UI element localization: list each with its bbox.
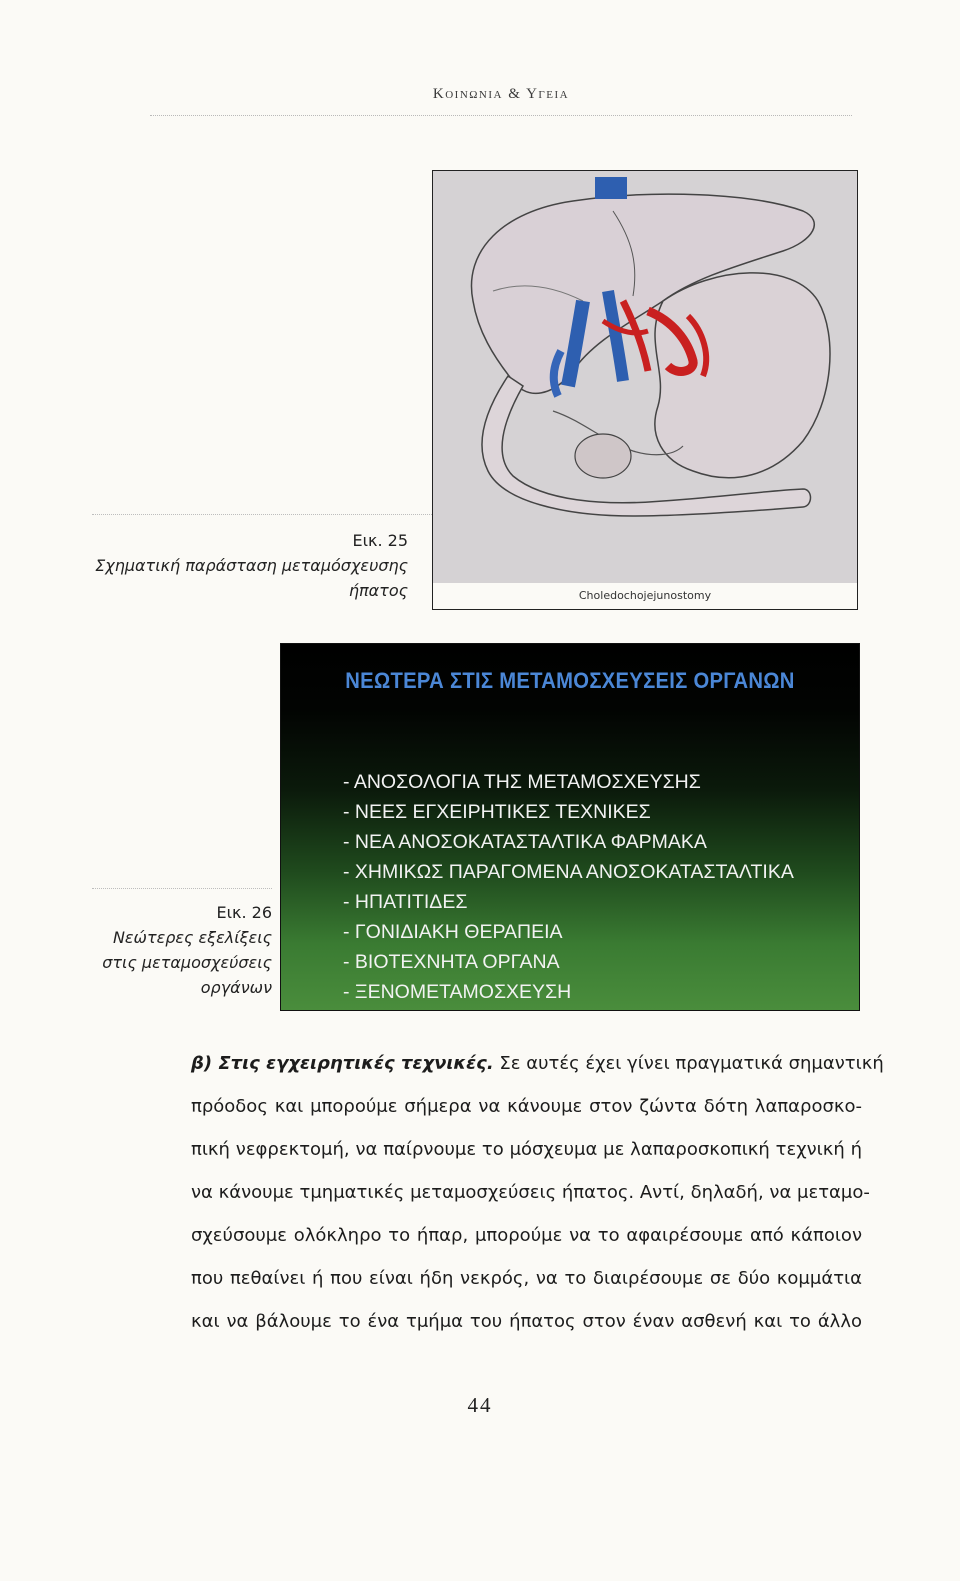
section-lead: β) Στις εγχειρητικές τεχνικές. bbox=[191, 1053, 494, 1074]
body-paragraph bbox=[191, 1042, 884, 1343]
slide-item: - ΝΕΕΣ ΕΓΧΕΙΡΗΤΙΚΕΣ ΤΕΧΝΙΚΕΣ bbox=[343, 801, 651, 823]
slide-item: - ΑΝΟΣΟΛΟΓΙΑ ΤΗΣ ΜΕΤΑΜΟΣΧΕΥΣΗΣ bbox=[343, 771, 701, 793]
figure-25-image-label: Choledochojejunostomy bbox=[433, 583, 857, 609]
caption-divider-26 bbox=[92, 888, 272, 889]
slide-item: - ΗΠΑΤΙΤΙΔΕΣ bbox=[343, 891, 468, 913]
liver-transplant-illustration bbox=[432, 170, 858, 610]
slide-item: - ΝΕΑ ΑΝΟΣΟΚΑΤΑΣΤΑΛΤΙΚΑ ΦΑΡΜΑΚΑ bbox=[343, 831, 707, 853]
caption-divider-25 bbox=[92, 514, 432, 515]
running-header: Κοινωνια & Υγεια bbox=[432, 86, 570, 102]
figure-25-number: Εικ. 25 bbox=[352, 531, 408, 550]
figure-25-caption bbox=[60, 528, 408, 603]
body-line-text: Σε αυτές έχει γίνει πραγματικά σημαντική bbox=[493, 1053, 884, 1074]
body-line: πρόοδος και μπορούμε σήμερα να κάνουμε στον ζώντα δότη λαπαροσκο- bbox=[191, 1096, 862, 1117]
liver-drawing bbox=[433, 171, 856, 583]
header-divider bbox=[150, 115, 852, 116]
transplant-advances-slide bbox=[280, 643, 860, 1011]
page-number: 44 bbox=[467, 1393, 493, 1417]
figure-26-caption-line: Νεώτερες εξελίξεις bbox=[112, 928, 272, 947]
slide-item: - ΞΕΝΟΜΕΤΑΜΟΣΧΕΥΣΗ bbox=[343, 981, 572, 1003]
slide-item: - ΧΗΜΙΚΩΣ ΠΑΡΑΓΟΜΕΝΑ ΑΝΟΣΟΚΑΤΑΣΤΑΛΤΙΚΑ bbox=[343, 861, 794, 883]
slide-item-list bbox=[343, 767, 794, 1007]
slide-item: - ΓΟΝΙΔΙΑΚΗ ΘΕΡΑΠΕΙΑ bbox=[343, 921, 563, 943]
body-line bbox=[191, 1042, 884, 1085]
figure-26-number: Εικ. 26 bbox=[216, 903, 272, 922]
figure-26-caption-line: οργάνων bbox=[200, 978, 272, 997]
vena-cava-top bbox=[595, 177, 627, 199]
figure-25-caption-line: ήπατος bbox=[348, 581, 408, 600]
body-line: πική νεφρεκτομή, να παίρνουμε το μόσχευμα με λαπαροσκοπική τεχνική ή bbox=[191, 1139, 862, 1160]
figure-26-caption bbox=[60, 900, 272, 1000]
body-line: και να βάλουμε το ένα τμήμα του ήπατος στον έναν ασθενή και το άλλο bbox=[191, 1311, 862, 1332]
figure-25-caption-line: Σχηματική παράσταση μεταμόσχευσης bbox=[95, 556, 408, 575]
slide-title: ΝΕΩΤΕΡΑ ΣΤΙΣ ΜΕΤΑΜΟΣΧΕΥΣΕΙΣ ΟΡΓΑΝΩΝ bbox=[345, 668, 795, 693]
slide-item: - ΒΙΟΤΕΧΝΗΤΑ ΟΡΓΑΝΑ bbox=[343, 951, 560, 973]
pancreas-shape bbox=[575, 434, 631, 478]
body-line: σχεύσουμε ολόκληρο το ήπαρ, μπορούμε να το αφαιρέσουμε από κάποιον bbox=[191, 1225, 862, 1246]
body-line: να κάνουμε τμηματικές μεταμοσχεύσεις ήπατος. Αντί, δηλαδή, να μεταμο- bbox=[191, 1182, 870, 1203]
body-line: που πεθαίνει ή που είναι ήδη νεκρός, να το διαιρέσουμε σε δύο κομμάτια bbox=[191, 1268, 862, 1289]
figure-26-caption-line: στις μεταμοσχεύσεις bbox=[102, 953, 272, 972]
